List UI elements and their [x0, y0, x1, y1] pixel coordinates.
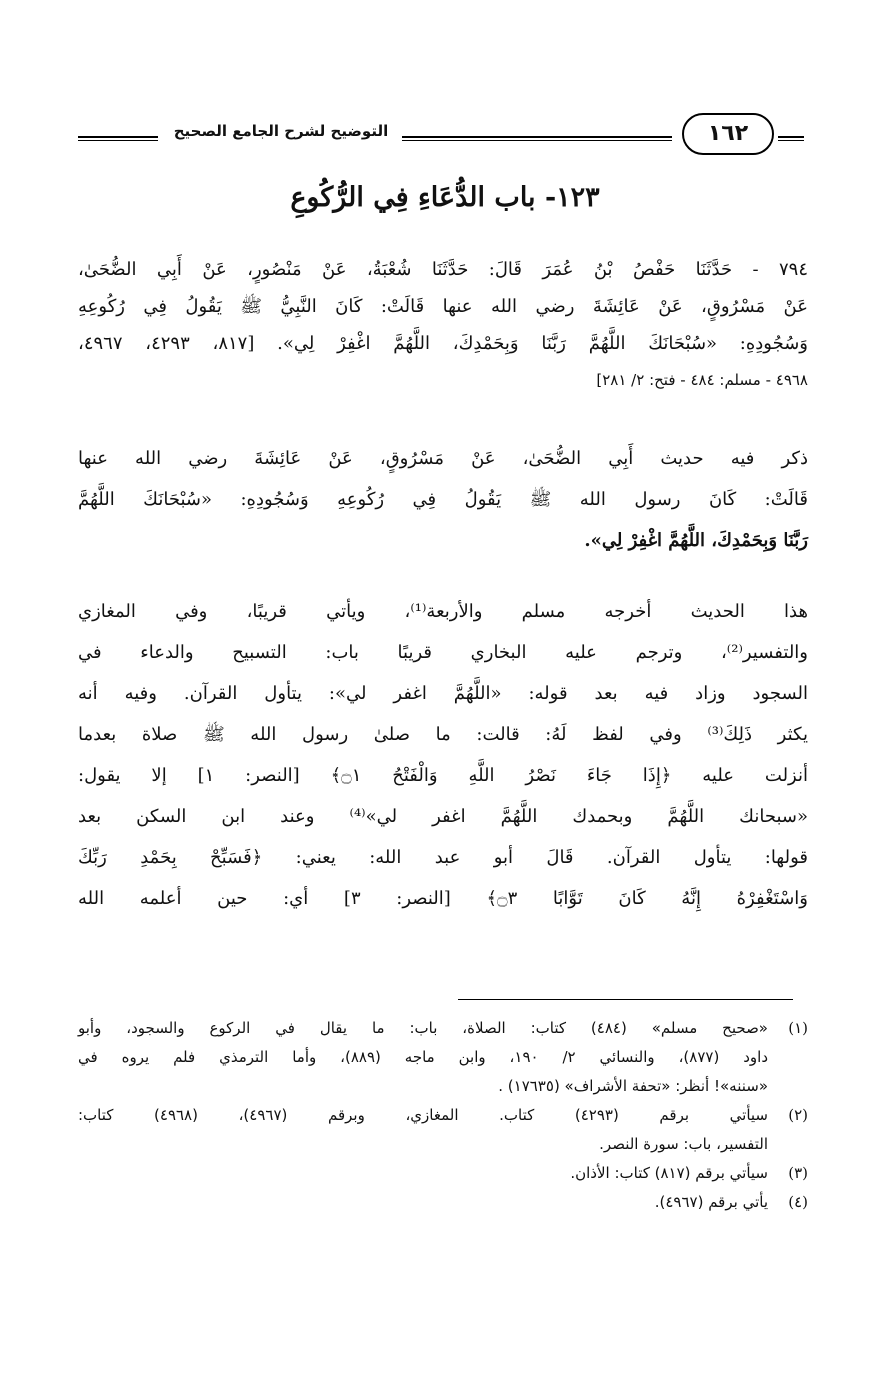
- footnotes: [78, 1014, 808, 1217]
- commentary-line: السجود وزاد فيه بعد قوله: «اللَّهُمَّ اغفر لي»: يتأول القرآن. وفيه أنه: [78, 683, 808, 704]
- running-header: [70, 120, 805, 164]
- commentary-paragraph-2: [78, 591, 808, 919]
- footnote-separator: [458, 999, 793, 1000]
- commentary-line: يكثر ذَلِكَ⁽³⁾ وفي لفظ لَهُ: قالت: ما صلىٰ رسول الله ﷺ صلاة بعدما: [78, 724, 808, 745]
- page-number: ١٦٢: [682, 113, 774, 155]
- footnote-number: (٤): [788, 1193, 808, 1211]
- footnote-number: (١): [788, 1019, 808, 1037]
- commentary-line: رَبَّنَا وَبِحَمْدِكَ، اللَّهُمَّ اغْفِرْ لِي».: [584, 530, 808, 551]
- footnote-line: سيأتي برقم (٤٢٩٣) كتاب. المغازي، وبرقم (٤٩٦٧)، (٤٩٦٨) كتاب:: [78, 1106, 768, 1124]
- footnote-line: «سننه»! أنظر: «تحفة الأشراف» (١٧٦٣٥) .: [498, 1077, 768, 1095]
- commentary-line: هذا الحديث أخرجه مسلم والأربعة⁽¹⁾، ويأتي قريبًا، وفي المغازي: [78, 601, 808, 622]
- book-title: التوضيح لشرح الجامع الصحيح: [173, 122, 389, 140]
- footnote-number: (٣): [788, 1164, 808, 1182]
- hadith-line: ٧٩٤ - حَدَّثَنَا حَفْصُ بْنُ عُمَرَ قَالَ: حَدَّثَنَا شُعْبَةُ، عَنْ مَنْصُورٍ، عَنْ أَبِي الضُّحَىٰ،: [78, 259, 808, 280]
- footnote-line: «صحيح مسلم» (٤٨٤) كتاب: الصلاة، باب: ما يقال في الركوع والسجود، وأبو: [78, 1019, 768, 1037]
- hadith-line: وَسُجُودِهِ: «سُبْحَانَكَ اللَّهُمَّ رَبَّنَا وَبِحَمْدِكَ، اللَّهُمَّ اغْفِرْ لِي». [٨١٧، ٤٢٩٣، ٤٩٦٧،: [78, 333, 809, 354]
- commentary-line: قولها: يتأول القرآن. قَالَ أبو عبد الله: يعني: ﴿فَسَبِّحْ بِحَمْدِ رَبِّكَ: [78, 847, 808, 868]
- commentary-paragraph-1: [78, 438, 808, 561]
- footnote: [78, 1014, 808, 1101]
- footnote: [78, 1188, 808, 1217]
- header-rule-middle: [402, 136, 672, 141]
- footnote-line: يأتي برقم (٤٩٦٧).: [654, 1193, 768, 1211]
- footnote: [78, 1159, 808, 1188]
- commentary-line: قَالَتْ: كَانَ رسول الله ﷺ يَقُولُ فِي رُكُوعِهِ وَسُجُودِهِ: «سُبْحَانَكَ اللَّهُمَّ: [78, 489, 808, 510]
- commentary-line: «سبحانك اللَّهُمَّ وبحمدك اللَّهُمَّ اغفر لي»⁽⁴⁾ وعند ابن السكن بعد: [78, 806, 808, 827]
- footnote-line: التفسير، باب: سورة النصر.: [599, 1135, 768, 1153]
- commentary-line: ذكر فيه حديث أَبِي الضُّحَىٰ، عَنْ مَسْرُوقٍ، عَنْ عَائِشَةَ رضي الله عنها: [78, 448, 808, 469]
- hadith-line: عَنْ مَسْرُوقٍ، عَنْ عَائِشَةَ رضي الله عنها قَالَتْ: كَانَ النَّبِيُّ ﷺ يَقُولُ فِي رُكُوعِهِ: [78, 296, 808, 317]
- footnote-line: سيأتي برقم (٨١٧) كتاب: الأذان.: [570, 1164, 768, 1182]
- footnote-number: (٢): [788, 1106, 808, 1124]
- hadith-reference: ٤٩٦٨ - مسلم: ٤٨٤ - فتح: ٢/ ٢٨١]: [596, 371, 808, 389]
- footnote-line: داود (٨٧٧)، والنسائي ٢/ ١٩٠، وابن ماجه (٨٨٩)، وأما الترمذي فلم يروه في: [78, 1048, 768, 1066]
- header-rule-right: [778, 136, 804, 141]
- commentary-line: أنزلت عليه ﴿إِذَا جَاءَ نَصْرُ اللَّهِ وَالْفَتْحُ ۝١﴾ [النصر: ١] إلا يقول:: [78, 765, 808, 786]
- footnote: [78, 1101, 808, 1159]
- hadith-text: [78, 251, 808, 399]
- chapter-title: ١٢٣- باب الدُّعَاءِ فِي الرُّكُوعِ: [290, 182, 600, 213]
- commentary-line: والتفسير⁽²⁾، وترجم عليه البخاري قريبًا باب: التسبيح والدعاء في: [78, 642, 808, 663]
- header-rule-left: [78, 136, 158, 141]
- commentary-line: وَاسْتَغْفِرْهُ إِنَّهُ كَانَ تَوَّابًا ۝٣﴾ [النصر: ٣] أي: حين أعلمه الله: [78, 888, 808, 909]
